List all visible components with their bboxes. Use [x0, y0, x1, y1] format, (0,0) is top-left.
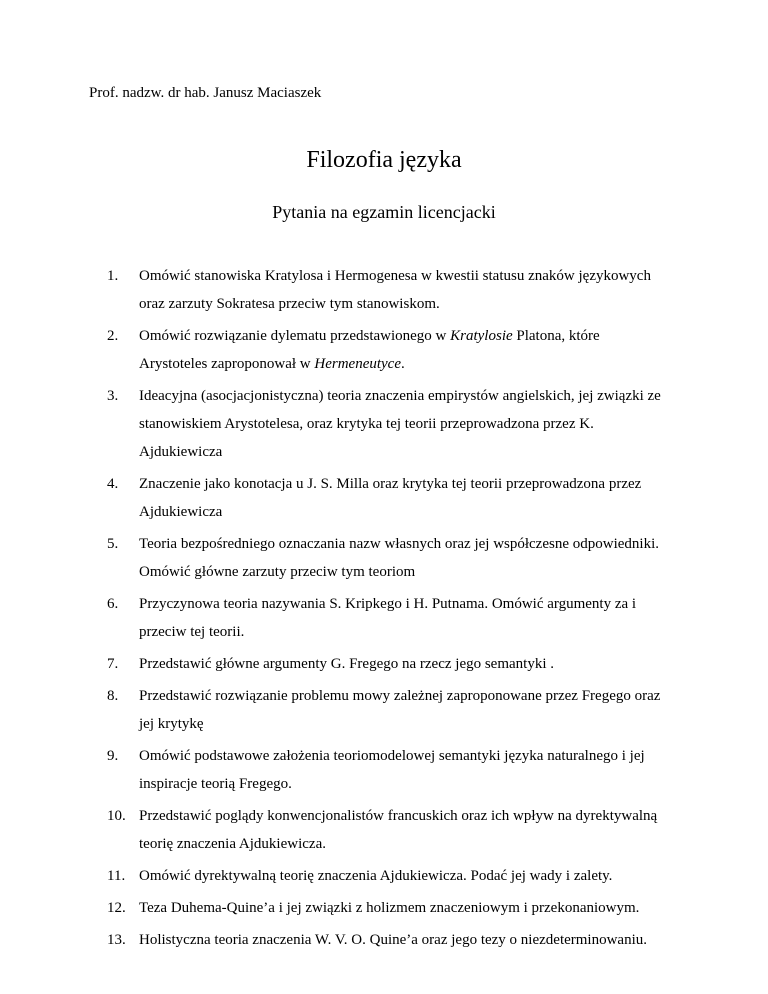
question-number: 11. [107, 868, 126, 884]
question-text: Teoria bezpośredniego oznaczania nazw własnych oraz jej współczesne odpowiedniki. [139, 536, 659, 552]
question-number: 7. [107, 656, 119, 672]
question-number: 8. [107, 688, 119, 704]
question-number: 9. [107, 748, 119, 764]
question-text: Holistyczna teoria znaczenia W. V. O. Quine’a oraz jego tezy o niezdeterminowaniu. [139, 932, 648, 948]
text-run: . [401, 356, 405, 372]
question-item [107, 590, 697, 646]
question-number: 12. [107, 900, 126, 916]
question-item [107, 802, 697, 858]
author-name: Prof. nadzw. dr hab. Janusz Maciaszek [89, 85, 322, 101]
question-number: 13. [107, 932, 126, 948]
question-item [107, 926, 697, 954]
question-text: Przedstawić rozwiązanie problemu mowy zależnej zaproponowane przez Fregego oraz [139, 688, 661, 704]
question-text: Teza Duhema-Quine’a i jej związki z holizmem znaczeniowym i przekonaniowym. [139, 900, 640, 916]
question-item [107, 262, 697, 318]
question-list [107, 262, 697, 958]
question-text: Przyczynowa teoria nazywania S. Kripkego i H. Putnama. Omówić argumenty za i [139, 596, 637, 612]
italic-title: Kratylosie [450, 328, 513, 344]
question-text: przeciw tej teorii. [139, 624, 245, 640]
question-text: Przedstawić główne argumenty G. Fregego na rzecz jego semantyki . [139, 656, 555, 672]
question-item [107, 322, 697, 378]
text-run: Platona, które [512, 328, 600, 344]
text-run: Arystoteles zaproponował w [139, 356, 315, 372]
question-number: 6. [107, 596, 119, 612]
question-item [107, 682, 697, 738]
question-text: Ajdukiewicza [139, 444, 223, 460]
question-number: 2. [107, 328, 119, 344]
question-text: teorię znaczenia Ajdukiewicza. [139, 836, 326, 852]
question-text: Omówić stanowiska Kratylosa i Hermogenesa w kwestii statusu znaków językowych [139, 268, 651, 284]
question-text: Omówić podstawowe założenia teoriomodelowej semantyki języka naturalnego i jej [139, 748, 645, 764]
question-text: Przedstawić poglądy konwencjonalistów francuskich oraz ich wpływ na dyrektywalną [139, 808, 658, 824]
question-text [139, 322, 697, 350]
question-text: inspiracje teorią Fregego. [139, 776, 292, 792]
question-item [107, 470, 697, 526]
question-text [139, 350, 697, 378]
question-text: stanowiskiem Arystotelesa, oraz krytyka tej teorii przeprowadzona przez K. [139, 416, 594, 432]
question-number: 4. [107, 476, 119, 492]
question-item [107, 742, 697, 798]
question-text: oraz zarzuty Sokratesa przeciw tym stanowiskom. [139, 296, 440, 312]
question-text: Ideacyjna (asocjacjonistyczna) teoria znaczenia empirystów angielskich, jej związki ze [139, 388, 661, 404]
question-text: Omówić dyrektywalną teorię znaczenia Ajdukiewicza. Podać jej wady i zalety. [139, 868, 613, 884]
question-item [107, 862, 697, 890]
question-number: 3. [107, 388, 119, 404]
question-number: 5. [107, 536, 119, 552]
question-number: 1. [107, 268, 119, 284]
text-run: Omówić rozwiązanie dylematu przedstawionego w [139, 328, 451, 344]
document-title: Filozofia języka [306, 147, 462, 173]
question-item [107, 530, 697, 586]
document-subtitle: Pytania na egzamin licencjacki [272, 202, 496, 222]
question-item [107, 382, 697, 466]
italic-title: Hermeneutyce [314, 356, 401, 372]
question-text: Znaczenie jako konotacja u J. S. Milla oraz krytyka tej teorii przeprowadzona przez [139, 476, 642, 492]
question-item [107, 650, 697, 678]
question-text: Ajdukiewicza [139, 504, 223, 520]
question-number: 10. [107, 808, 126, 824]
question-text: jej krytykę [139, 716, 204, 732]
question-text: Omówić główne zarzuty przeciw tym teoriom [139, 564, 416, 580]
question-item [107, 894, 697, 922]
